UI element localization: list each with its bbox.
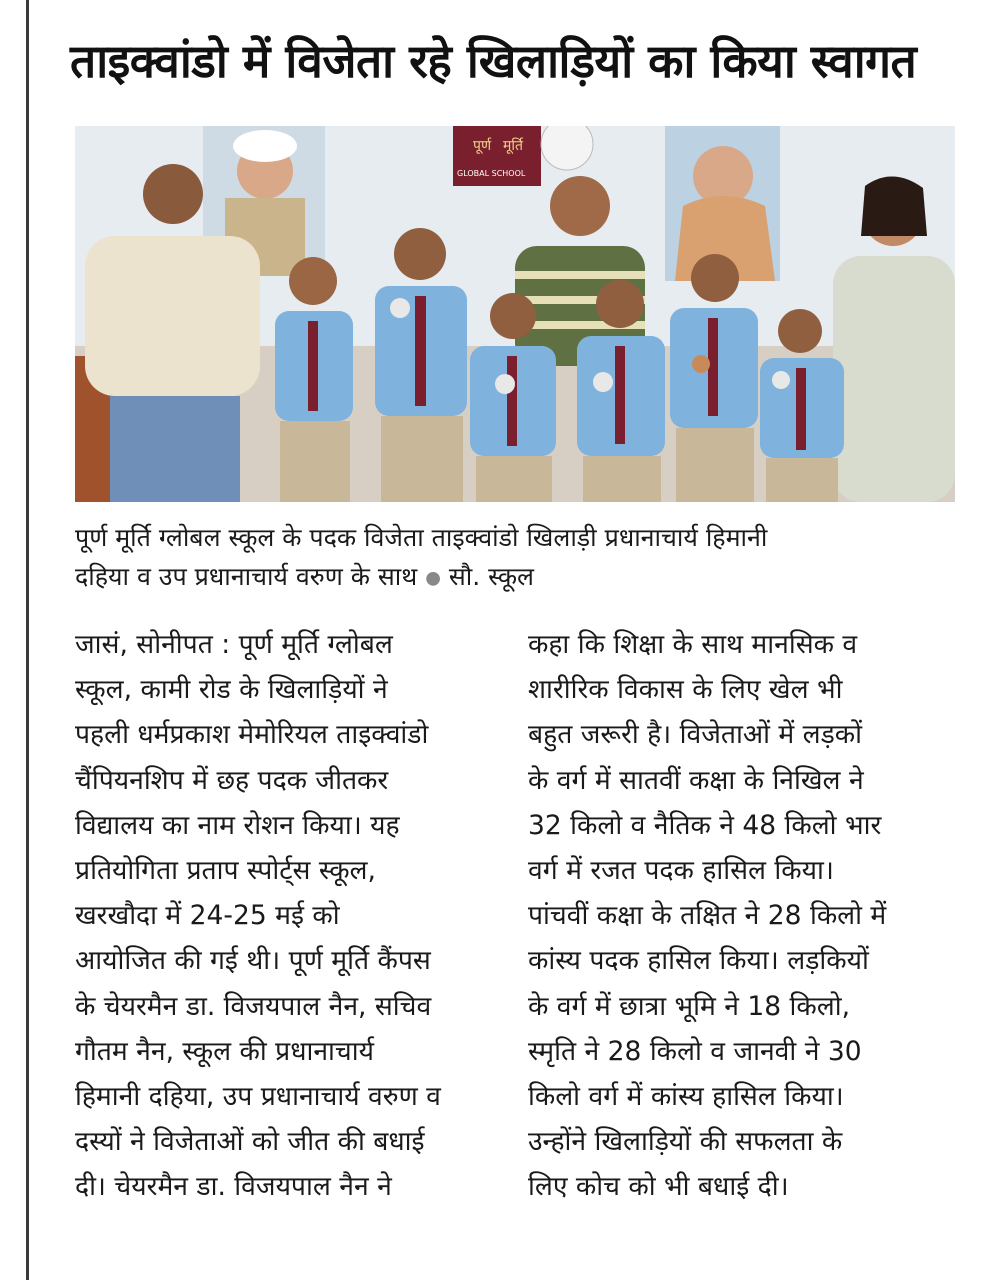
article-line: के चेयरमैन डा. विजयपाल नैन, सचिव [75,990,432,1022]
article-line: दी। चेयरमैन डा. विजयपाल नैन ने [75,1171,392,1203]
article-line: उन्होंने खिलाड़ियों की सफलता के [528,1126,843,1158]
banner-word-2: मूर्ति [503,138,523,154]
shirt-stripe-1 [515,271,645,279]
article-line: विद्यालय का नाम रोशन किया। यह [75,809,400,841]
article-line: चैंपियनशिप में छह पदक जीतकर [75,764,389,796]
article-line: प्रतियोगिता प्रताप स्पोर्ट्स स्कूल, [75,855,376,887]
article-line: स्मृति ने 28 किलो व जानवी ने 30 [528,1035,862,1067]
article-line: जासं, सोनीपत : पूर्ण मूर्ति ग्लोबल [75,629,393,660]
headline: ताइक्वांडो में विजेता रहे खिलाड़ियों का किया स्वागत [70,34,917,88]
article-column-left [75,622,505,1210]
caption-line-1: पूर्ण मूर्ति ग्लोबल स्कूल के पदक विजेता ताइक्वांडो खिलाड़ी प्रधानाचार्य हिमानी [75,523,768,552]
article-line: 32 किलो व नैतिक ने 48 किलो भार [528,809,882,841]
article-line: पहली धर्मप्रकाश मेमोरियल ताइक्वांडो [75,719,429,751]
article-line: आयोजित की गई थी। पूर्ण मूर्ति कैंपस [75,945,431,977]
article-line: दस्यों ने विजेताओं को जीत की बधाई [75,1126,425,1158]
portrait-turban [233,130,297,162]
article-line: पांचवीं कक्षा के तक्षित ने 28 किलो में [528,900,887,932]
man-left-head [143,164,203,224]
article-line: किलो वर्ग में कांस्य हासिल किया। [528,1081,844,1113]
article-line: कहा कि शिक्षा के साथ मानसिक व [528,629,858,660]
caption-line-2 [75,557,955,598]
article-line: गौतम नैन, स्कूल की प्रधानाचार्य [75,1035,374,1067]
man-left-jeans [110,396,240,502]
article-line: शारीरिक विकास के लिए खेल भी [528,674,843,706]
article-line: स्कूल, कामी रोड के खिलाड़ियों ने [75,674,388,706]
banner-subtitle: GLOBAL SCHOOL [457,169,526,178]
caption-line-2-text: दहिया व उप प्रधानाचार्य वरुण के साथ [75,562,418,591]
article-line: वर्ग में रजत पदक हासिल किया। [528,855,834,887]
photo-caption [75,518,955,598]
man-center-head [550,176,610,236]
photo-illustration [75,126,955,502]
article-line: हिमानी दहिया, उप प्रधानाचार्य वरुण व [75,1081,441,1113]
article-line: बहुत जरूरी है। विजेताओं में लड़कों [528,719,863,751]
news-photo [75,126,955,502]
banner-word-1: पूर्ण [473,138,492,154]
page-margin-rule [26,0,29,1280]
man-left-shirt [85,236,260,396]
article-line: कांस्य पदक हासिल किया। लड़कियों [528,945,869,977]
woman-hair [861,176,927,236]
article-column-right [528,622,958,1210]
article-line: के वर्ग में सातवीं कक्षा के निखिल ने [528,764,864,796]
article-line: खरखौदा में 24-25 मई को [75,900,340,932]
article-line: लिए कोच को भी बधाई दी। [528,1171,789,1203]
caption-dot-icon: ● [425,567,441,589]
woman-dress [833,256,955,502]
photo-credit: सौ. स्कूल [448,562,535,591]
article-line: के वर्ग में छात्रा भूमि ने 18 किलो, [528,990,850,1022]
